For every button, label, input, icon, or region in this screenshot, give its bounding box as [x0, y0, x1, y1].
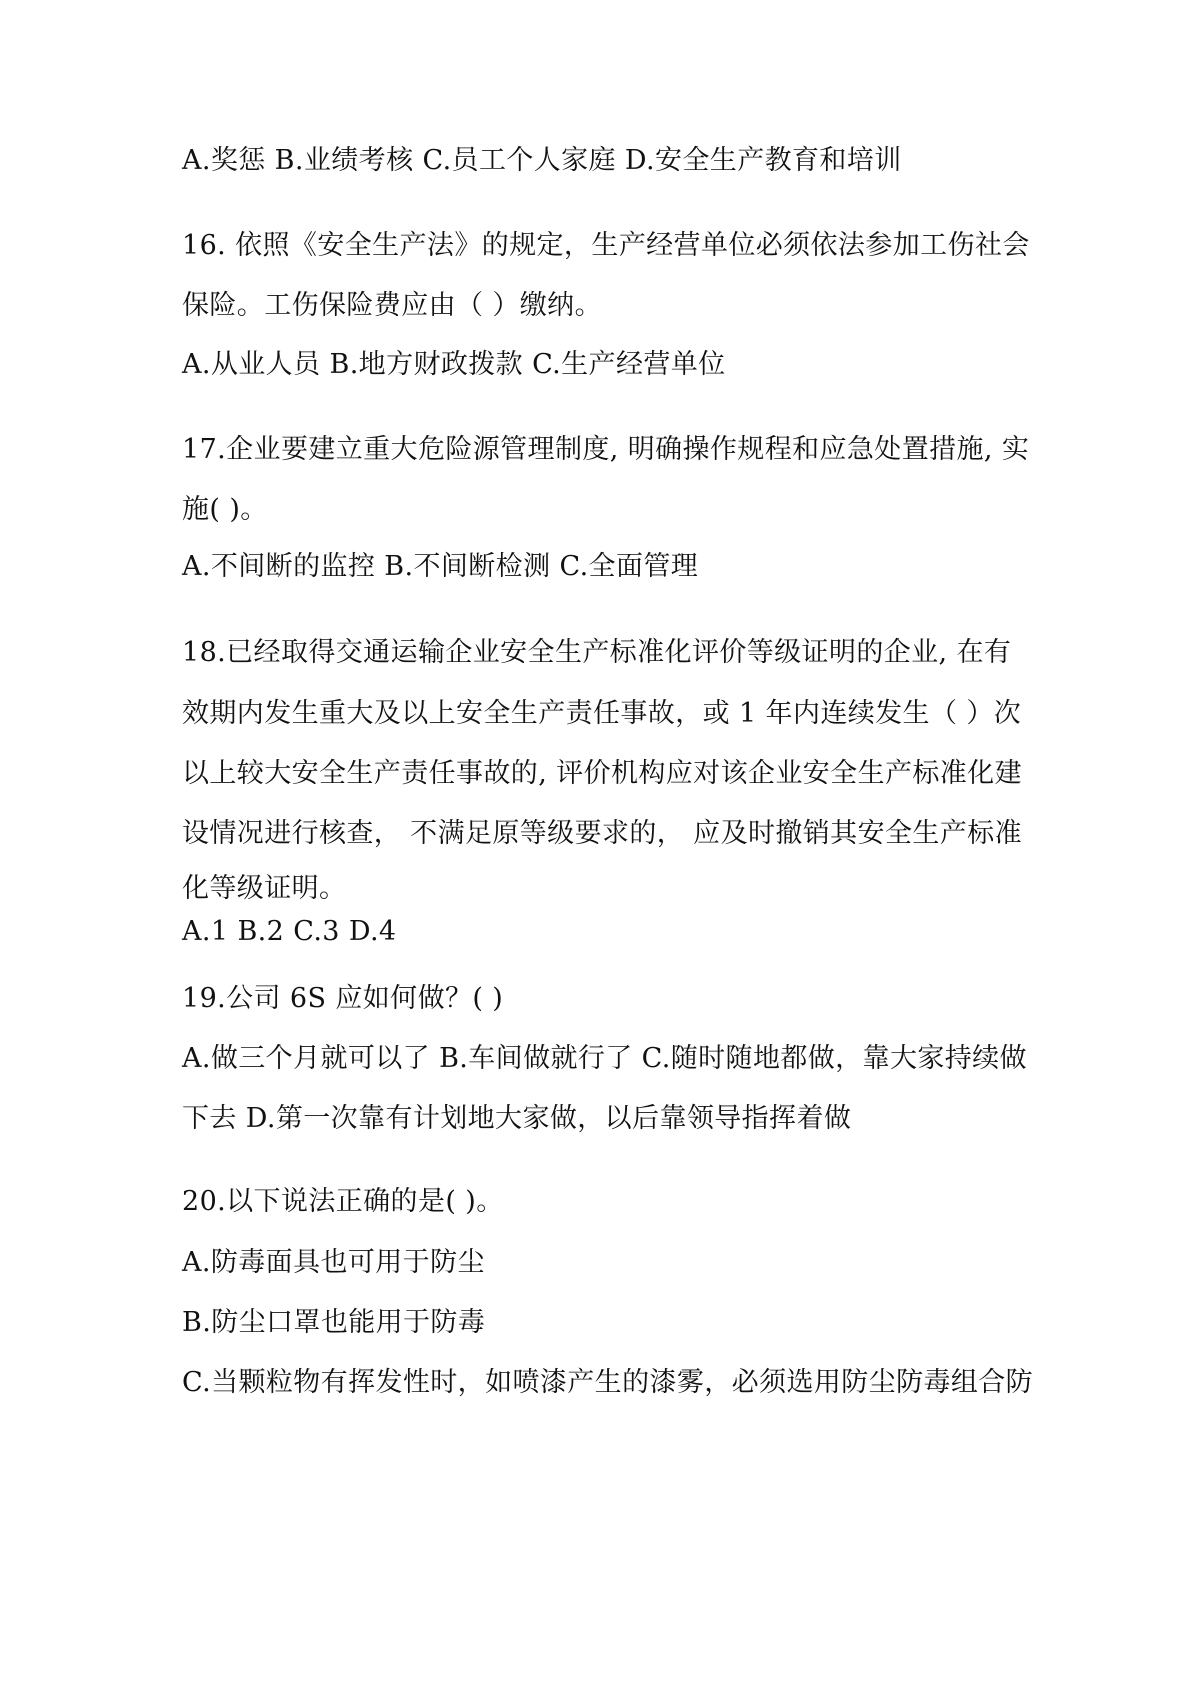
q20-option-c: C.当颗粒物有挥发性时，如喷漆产生的漆雾，必须选用防尘防毒组合防 — [182, 1367, 1034, 1398]
q17-options: A.不间断的监控 B.不间断检测 C.全面管理 — [182, 551, 699, 582]
q19-options-line-2: 下去 D.第一次靠有计划地大家做，以后靠领导指挥着做 — [182, 1103, 852, 1134]
q20-option-b: B.防尘口罩也能用于防毒 — [182, 1307, 486, 1338]
q18-stem-line-5: 化等级证明。 — [182, 873, 347, 904]
q19-stem: 19.公司 6S 应如何做？( ) — [182, 983, 504, 1014]
q17-stem-line-1: 17.企业要建立重大危险源管理制度, 明确操作规程和应急处置措施, 实 — [182, 434, 1030, 465]
q18-stem-line-1: 18.已经取得交通运输企业安全生产标准化评价等级证明的企业, 在有 — [182, 637, 1012, 668]
q18-stem-line-3: 以上较大安全生产责任事故的, 评价机构应对该企业安全生产标准化建 — [182, 758, 1022, 789]
q15-options: A.奖惩 B.业绩考核 C.员工个人家庭 D.安全生产教育和培训 — [182, 145, 902, 176]
q17-stem-line-2: 施( )。 — [182, 494, 268, 525]
q18-stem-line-4: 设情况进行核查， 不满足原等级要求的， 应及时撤销其安全生产标准 — [182, 818, 1022, 849]
q18-options: A.1 B.2 C.3 D.4 — [182, 916, 397, 947]
q16-stem-line-2: 保险。工伤保险费应由（ ）缴纳。 — [182, 290, 602, 321]
q16-options: A.从业人员 B.地方财政拨款 C.生产经营单位 — [182, 349, 726, 380]
q16-stem-line-1: 16. 依照《安全生产法》的规定，生产经营单位必须依法参加工伤社会 — [182, 230, 1030, 261]
q20-option-a: A.防毒面具也可用于防尘 — [182, 1247, 485, 1278]
q18-stem-line-2: 效期内发生重大及以上安全生产责任事故，或 1 年内连续发生（ ）次 — [182, 698, 1022, 729]
q20-stem: 20.以下说法正确的是( )。 — [182, 1186, 504, 1217]
q19-options-line-1: A.做三个月就可以了 B.车间做就行了 C.随时随地都做，靠大家持续做 — [182, 1043, 1027, 1074]
